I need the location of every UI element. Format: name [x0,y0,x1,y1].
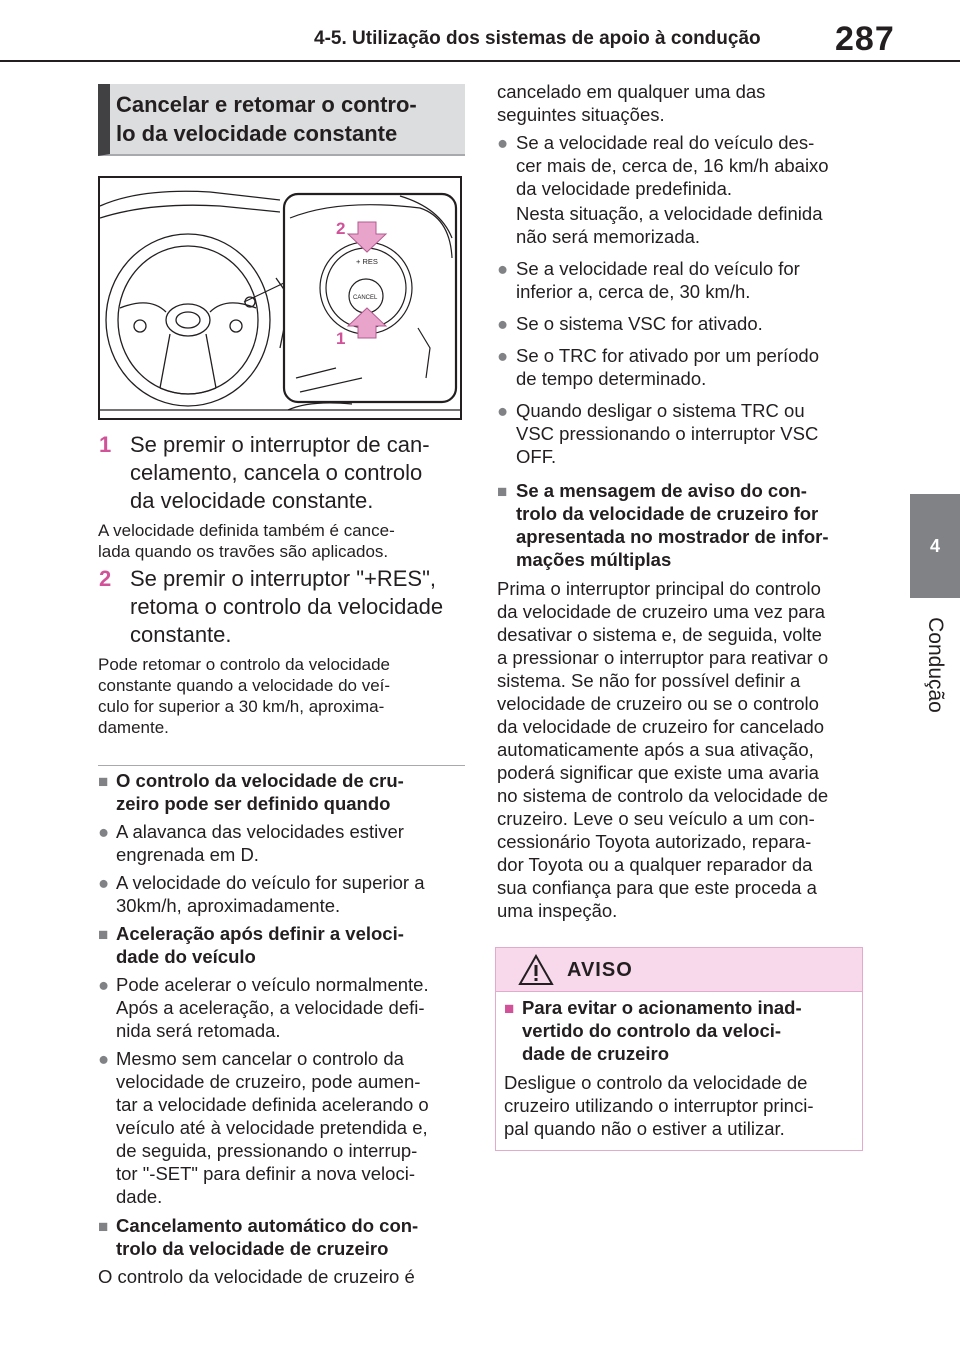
chapter-tab [910,494,960,598]
step-2-number: 2 [99,566,112,591]
paragraph-line: da velocidade de cruzeiro uma vez para [497,601,826,622]
bullet-line: inferior a, cerca de, 30 km/h. [516,281,751,302]
bullet-line: nida será retomada. [116,1020,281,1041]
bullet-line: Mesmo sem cancelar o controlo da [116,1048,404,1069]
bullet-line: Quando desligar o sistema TRC ou [516,400,805,421]
warning-header [496,948,862,992]
note-line: constante quando a velocidade do veí- [98,676,391,695]
bullet-line: VSC pressionando o interruptor VSC [516,423,819,444]
callout-1: 1 [336,329,346,348]
round-bullet-icon: ● [98,821,110,842]
paragraph-line: poderá significar que existe uma avaria [497,762,819,783]
paragraph-line: desativar o sistema e, de seguida, volte [497,624,822,645]
warning-text-line: Desligue o controlo da velocidade de [504,1072,808,1093]
res-label: + RES [356,257,378,266]
subheading-line: Aceleração após definir a veloci- [116,923,404,944]
bullet-line: Se o sistema VSC for ativado. [516,313,763,334]
square-bullet-icon: ■ [98,925,109,944]
note-line: culo for superior a 30 km/h, aproxima- [98,697,385,716]
round-bullet-icon: ● [497,345,509,366]
step-2-line: retoma o controlo da velocidade [130,594,444,619]
callout-2: 2 [336,219,346,238]
warning-box [495,947,863,1151]
bullet-line: Se o TRC for ativado por um período [516,345,820,366]
subheading-line: zeiro pode ser definido quando [116,793,391,814]
subheading-line: Se a mensagem de aviso do con- [516,480,807,501]
warning-text-line: cruzeiro utilizando o interruptor princi- [504,1095,814,1116]
round-bullet-icon: ● [497,400,509,421]
section-heading-line1: Cancelar e retomar o contro- [116,92,417,117]
note-line: Pode retomar o controlo da velocidade [98,655,391,674]
page-number: 287 [835,20,895,58]
paragraph-line: no sistema de controlo da velocidade de [497,785,829,806]
bullet-line: da velocidade predefinida. [516,178,732,199]
step-1-line: Se premir o interruptor de can- [130,432,430,457]
round-bullet-icon: ● [497,258,509,279]
round-bullet-icon: ● [98,974,110,995]
bullet-line: 30km/h, aproximadamente. [116,895,341,916]
bullet-line: não será memorizada. [516,226,701,247]
steering-wheel-figure [98,176,462,420]
step-1-number: 1 [99,432,112,457]
paragraph-line: Prima o interruptor principal do controlo [497,578,821,599]
bullet-line: A alavanca das velocidades estiver [116,821,404,842]
subheading-line: trolo da velocidade de cruzeiro [116,1238,389,1259]
round-bullet-icon: ● [497,132,509,153]
step-2-line: Se premir o interruptor "+RES", [130,566,437,591]
paragraph-line: seguintes situações. [497,104,665,125]
bullet-line: A velocidade do veículo for superior a [116,872,425,893]
paragraph-line: da velocidade de cruzeiro for cancelado [497,716,825,737]
step-1-line: da velocidade constante. [130,488,374,513]
chapter-label-area [910,610,960,720]
bullet-line: cer mais de, cerca de, 16 km/h abaixo [516,155,829,176]
header-rule [0,60,960,62]
note-line: A velocidade definida também é cance- [98,521,395,540]
pink-square-bullet-icon: ■ [504,999,515,1018]
bullet-line: engrenada em D. [116,844,259,865]
chapter-number: 4 [929,535,940,556]
paragraph-line: dor Toyota ou a qualquer reparador da [497,854,813,875]
paragraph-line: a pressionar o interruptor para reativar o [497,647,829,668]
bullet-line: tor "-SET" para definir a nova veloci- [116,1163,415,1184]
chapter-label: Condução [924,617,947,713]
bullet-line: de tempo determinado. [516,368,707,389]
note-line: damente. [98,718,169,737]
warning-subheading-line: Para evitar o acionamento inad- [522,997,802,1018]
section-heading [98,84,465,156]
step-2-line: constante. [130,622,232,647]
bullet-line: tar a velocidade definida acelerando o [116,1094,429,1115]
round-bullet-icon: ● [497,313,509,334]
square-bullet-icon: ■ [98,1217,109,1236]
subheading-line: trolo da velocidade de cruzeiro for [516,503,819,524]
paragraph-line: cruzeiro. Leve o seu veículo a um con- [497,808,815,829]
square-bullet-icon: ■ [98,772,109,791]
round-bullet-icon: ● [98,872,110,893]
warning-triangle-icon [518,954,554,986]
bullet-line: OFF. [516,446,557,467]
paragraph-line: velocidade de cruzeiro ou se o controlo [497,693,819,714]
bullet-line: Nesta situação, a velocidade definida [516,203,823,224]
warning-subheading-line: vertido do controlo da veloci- [522,1020,782,1041]
bullet-line: Se a velocidade real do veículo for [516,258,800,279]
paragraph-line: automaticamente após a sua ativação, [497,739,814,760]
bullet-line: dade. [116,1186,163,1207]
cancel-label: CANCEL [353,295,378,301]
note-line: lada quando os travões são aplicados. [98,542,389,561]
round-bullet-icon: ● [98,1048,110,1069]
bullet-line: de seguida, pressionando o interrup- [116,1140,418,1161]
paragraph-line: cancelado em qualquer uma das [497,81,766,102]
section-divider [98,765,465,766]
running-header: 4-5. Utilização dos sistemas de apoio à condução [314,28,761,49]
paragraph-line: sistema. Se não for possível definir a [497,670,801,691]
warning-subheading-line: dade de cruzeiro [522,1043,670,1064]
warning-title: AVISO [567,959,633,981]
subheading-line: dade do veículo [116,946,256,967]
bullet-line: Se a velocidade real do veículo des- [516,132,815,153]
subheading-line: Cancelamento automático do con- [116,1215,419,1236]
subheading-line: apresentada no mostrador de infor- [516,526,829,547]
subheading-line: mações múltiplas [516,549,672,570]
bullet-line: veículo até à velocidade pretendida e, [116,1117,428,1138]
square-bullet-icon: ■ [497,482,508,501]
bullet-line: Pode acelerar o veículo normalmente. [116,974,429,995]
step-1-line: celamento, cancela o controlo [130,460,423,485]
steering-wheel-illustration [100,178,460,418]
bullet-line: Após a aceleração, a velocidade defi- [116,997,425,1018]
bullet-line: velocidade de cruzeiro, pode aumen- [116,1071,421,1092]
paragraph-line: cessionário Toyota autorizado, repara- [497,831,812,852]
paragraph-line: uma inspeção. [497,900,618,921]
section-heading-line2: lo da velocidade constante [116,121,398,146]
warning-text-line: pal quando não o estiver a utilizar. [504,1118,785,1139]
paragraph-line: O controlo da velocidade de cruzeiro é [98,1266,415,1287]
paragraph-line: sua confiança para que este proceda a [497,877,817,898]
subheading-line: O controlo da velocidade de cru- [116,770,404,791]
